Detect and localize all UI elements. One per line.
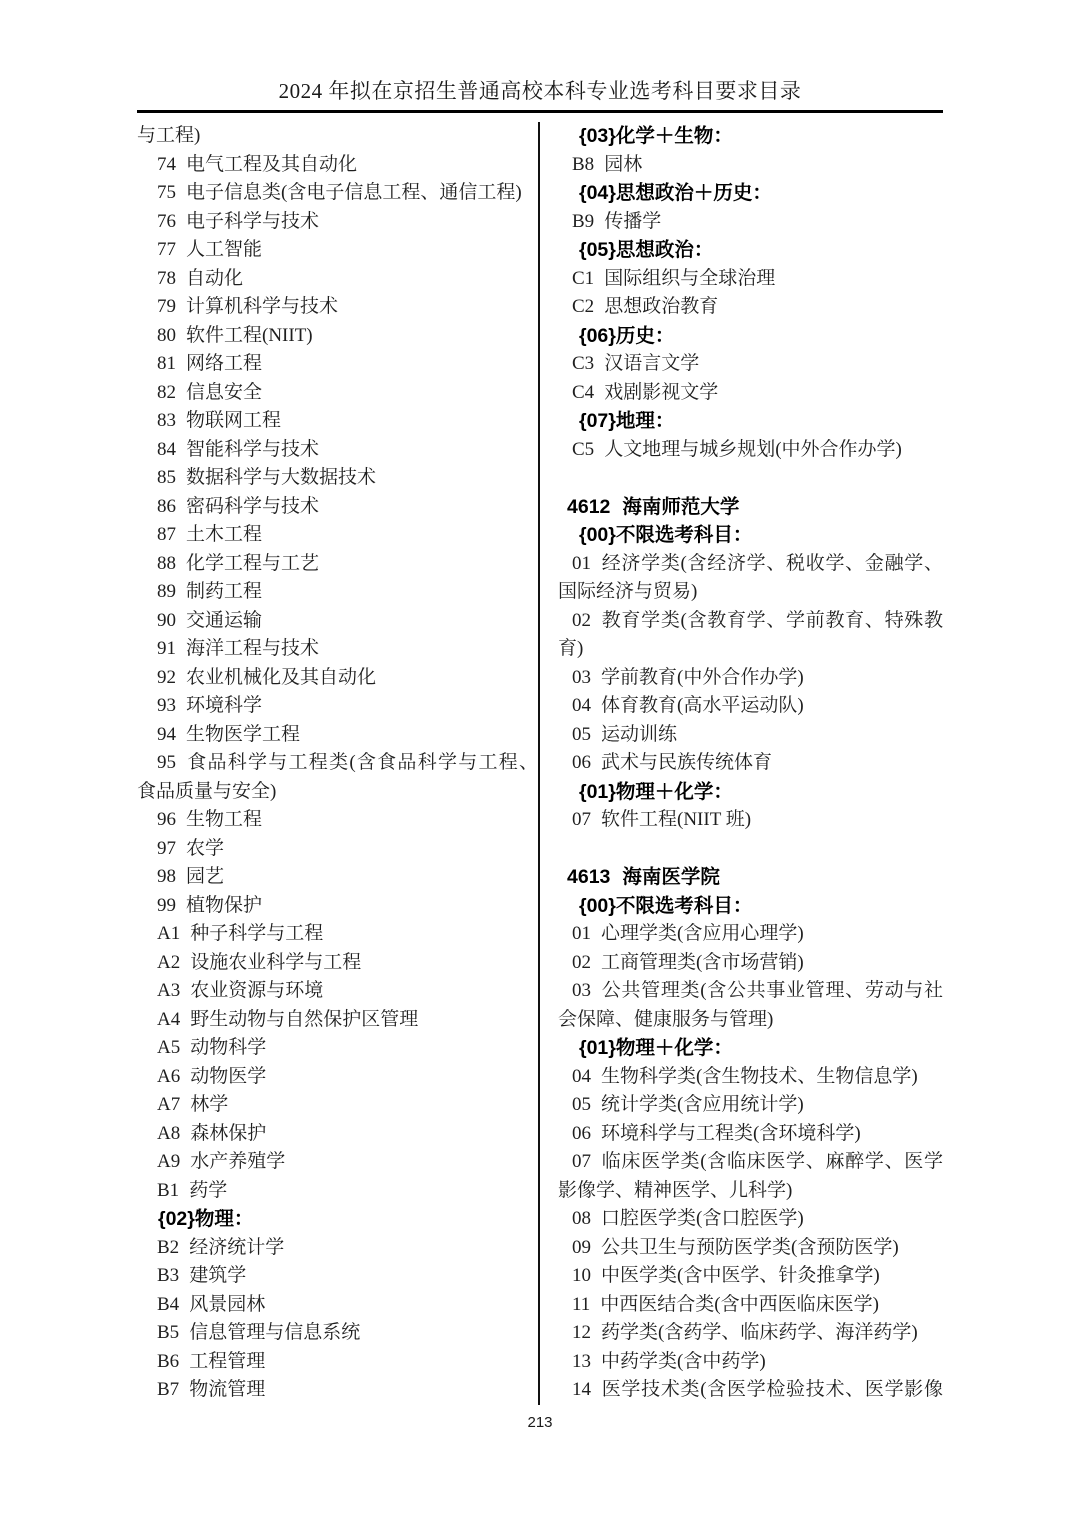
major-line: [137, 1034, 538, 1063]
subject-group-heading: [558, 122, 943, 151]
line-text: 药学类(含药学、临床药学、海洋药学): [601, 1322, 918, 1343]
major-line: [558, 265, 943, 294]
major-line: [137, 1177, 538, 1206]
major-line: [137, 664, 538, 693]
major-code: 89: [157, 581, 176, 602]
major-line: [558, 692, 943, 721]
major-line: [558, 1063, 943, 1092]
major-code: A5: [157, 1037, 181, 1058]
line-text: 化学工程与工艺: [186, 552, 320, 574]
line-text: 工商管理类(含市场营销): [601, 951, 804, 973]
major-code: A1: [157, 923, 181, 944]
major-line: [137, 749, 538, 778]
major-code: A3: [157, 980, 181, 1001]
major-line: [137, 1234, 538, 1263]
major-line: [558, 1291, 943, 1320]
major-code: A8: [157, 1122, 181, 1144]
line-text: 影像学、精神医学、儿科学): [558, 1179, 793, 1201]
major-code: 02: [572, 951, 591, 973]
major-code: B5: [157, 1322, 180, 1343]
line-text: 物联网工程: [186, 410, 282, 431]
major-line: [558, 550, 943, 579]
line-text: 农学: [186, 837, 225, 859]
major-line: [558, 208, 943, 237]
line-text: 育): [558, 638, 584, 659]
line-text: 智能科学与技术: [186, 438, 320, 460]
major-code: C4: [572, 381, 595, 403]
major-code: 83: [157, 410, 176, 431]
major-code: B3: [157, 1265, 180, 1286]
major-code: A7: [157, 1094, 181, 1115]
major-code: B2: [157, 1236, 180, 1258]
major-line: [558, 977, 943, 1006]
major-code: B1: [157, 1179, 180, 1201]
major-code: 03: [572, 666, 591, 688]
major-line: [558, 1148, 943, 1177]
major-code: 96: [157, 809, 176, 830]
major-line: [137, 151, 538, 180]
line-text: 教育学类(含教育学、学前教育、特殊教: [601, 609, 943, 631]
line-text: 网络工程: [186, 353, 263, 374]
major-code: 85: [157, 467, 176, 488]
subject-group-heading: [558, 236, 943, 265]
line-text: 水产养殖学: [190, 1151, 286, 1172]
line-text: 传播学: [604, 210, 662, 232]
line-text: 武术与民族传统体育: [601, 752, 773, 773]
major-code: C1: [572, 267, 595, 289]
continuation-line: [137, 778, 538, 807]
line-text: 运动训练: [601, 723, 678, 745]
major-line: [137, 1262, 538, 1291]
major-code: 06: [572, 1122, 591, 1144]
major-code: 09: [572, 1236, 591, 1258]
major-line: [137, 436, 538, 465]
major-code: 06: [572, 752, 591, 773]
major-code: A2: [157, 951, 181, 973]
major-line: [137, 949, 538, 978]
line-text: 林学: [190, 1094, 229, 1115]
major-code: 75: [157, 182, 176, 203]
line-text: {02}物理：: [158, 1208, 254, 1230]
major-line: [558, 1262, 943, 1291]
major-line: [558, 607, 943, 636]
major-code: 13: [572, 1350, 591, 1372]
major-code: 01: [572, 552, 591, 574]
major-code: C3: [572, 353, 595, 374]
line-text: 自动化: [186, 267, 244, 289]
major-code: A4: [157, 1008, 181, 1030]
line-text: 农业机械化及其自动化: [186, 666, 377, 688]
major-line: [558, 436, 943, 465]
major-code: C2: [572, 296, 595, 317]
major-line: [137, 1063, 538, 1092]
major-code: A9: [157, 1151, 181, 1172]
major-line: [137, 1319, 538, 1348]
line-text: 与工程): [137, 125, 201, 146]
major-line: [137, 322, 538, 351]
major-line: [558, 1319, 943, 1348]
major-code: 97: [157, 837, 176, 859]
major-line: [137, 920, 538, 949]
major-line: [137, 806, 538, 835]
subject-group-heading: [558, 892, 943, 921]
line-text: 风景园林: [189, 1293, 266, 1315]
line-text: 信息安全: [186, 381, 263, 403]
major-code: C5: [572, 438, 595, 460]
line-text: 森林保护: [190, 1122, 267, 1144]
subject-group-heading: [558, 521, 943, 550]
line-text: {07}地理：: [579, 410, 675, 432]
major-code: A6: [157, 1065, 181, 1087]
major-code: 76: [157, 210, 176, 232]
line-text: 计算机科学与技术: [186, 296, 339, 317]
two-column-body: [137, 122, 943, 1405]
line-text: 电子科学与技术: [186, 210, 320, 232]
line-text: 中药学类(含中药学): [601, 1350, 766, 1372]
major-code: 07: [572, 1151, 591, 1172]
line-text: 信息管理与信息系统: [189, 1322, 361, 1343]
line-text: 园艺: [186, 866, 225, 887]
major-code: 04: [572, 1065, 591, 1087]
major-line: [137, 977, 538, 1006]
major-line: [137, 293, 538, 322]
major-line: [558, 664, 943, 693]
major-line: [137, 1348, 538, 1377]
line-text: {04}思想政治＋历史：: [579, 182, 772, 204]
line-text: 统计学类(含应用统计学): [601, 1094, 804, 1115]
major-line: [137, 863, 538, 892]
line-text: {00}不限选考科目：: [579, 524, 753, 546]
line-text: 农业资源与环境: [190, 980, 324, 1001]
major-line: [137, 493, 538, 522]
major-code: 12: [572, 1322, 591, 1343]
university-code: 4613: [567, 866, 611, 888]
line-text: 食品质量与安全): [137, 780, 277, 802]
line-text: 经济统计学: [189, 1236, 285, 1258]
major-line: [558, 1120, 943, 1149]
line-text: 生物工程: [186, 809, 263, 830]
major-code: 99: [157, 894, 176, 916]
major-code: 14: [572, 1379, 591, 1400]
subject-group-heading: [558, 407, 943, 436]
line-text: {03}化学＋生物：: [579, 125, 733, 147]
major-line: [137, 607, 538, 636]
line-text: 建筑学: [189, 1265, 247, 1286]
major-line: [558, 151, 943, 180]
line-text: 工程管理: [189, 1350, 266, 1372]
subject-group-heading: [558, 778, 943, 807]
major-line: [137, 1120, 538, 1149]
major-code: B8: [572, 153, 595, 175]
line-text: 戏剧影视文学: [604, 381, 719, 403]
major-code: 86: [157, 495, 176, 517]
continuation-line: [137, 122, 538, 151]
major-code: 05: [572, 723, 591, 745]
major-line: [137, 350, 538, 379]
major-line: [137, 692, 538, 721]
line-text: 公共卫生与预防医学类(含预防医学): [601, 1236, 899, 1258]
major-line: [137, 1091, 538, 1120]
line-text: 园林: [604, 153, 643, 175]
line-text: 人工智能: [186, 239, 263, 260]
page-title: 2024 年拟在京招生普通高校本科专业选考科目要求目录: [278, 79, 802, 103]
major-line: [558, 350, 943, 379]
major-code: 93: [157, 695, 176, 716]
line-text: 医学技术类(含医学检验技术、医学影像: [601, 1379, 943, 1400]
major-code: 95: [157, 752, 176, 773]
major-code: 92: [157, 666, 176, 688]
line-text: 软件工程(NIIT): [186, 324, 313, 346]
major-line: [137, 407, 538, 436]
major-line: [558, 1348, 943, 1377]
major-line: [558, 1205, 943, 1234]
right-column: [540, 122, 943, 1405]
major-code: 98: [157, 866, 176, 887]
line-text: {01}物理＋化学：: [579, 780, 733, 803]
major-line: [137, 1148, 538, 1177]
major-line: [137, 521, 538, 550]
line-text: 经济学类(含经济学、税收学、金融学、: [601, 552, 943, 574]
major-code: 77: [157, 239, 176, 260]
line-text: 临床医学类(含临床医学、麻醉学、医学: [601, 1151, 943, 1172]
university-heading: [558, 863, 943, 892]
major-code: 78: [157, 267, 176, 289]
university-heading: [558, 493, 943, 522]
line-text: 动物医学: [190, 1065, 267, 1087]
major-code: 80: [157, 324, 176, 346]
major-code: 11: [572, 1293, 591, 1315]
major-code: 05: [572, 1094, 591, 1115]
major-line: [137, 379, 538, 408]
line-text: 种子科学与工程: [190, 923, 324, 944]
subject-group-heading: [137, 1205, 538, 1234]
major-code: 02: [572, 609, 591, 631]
major-code: 81: [157, 353, 176, 374]
line-text: 中西医结合类(含中西医临床医学): [600, 1293, 879, 1315]
line-text: 国际组织与全球治理: [604, 267, 776, 289]
line-text: 植物保护: [186, 894, 263, 916]
major-code: 94: [157, 723, 176, 745]
page-number: 213: [527, 1413, 553, 1431]
line-text: 设施农业科学与工程: [190, 951, 362, 973]
continuation-line: [558, 635, 943, 664]
line-text: 环境科学: [186, 695, 263, 716]
major-line: [137, 892, 538, 921]
line-text: {05}思想政治：: [579, 239, 714, 261]
line-text: 国际经济与贸易): [558, 581, 698, 602]
subject-group-heading: [558, 322, 943, 351]
major-code: 87: [157, 524, 176, 545]
line-text: 海南医学院: [622, 866, 720, 888]
major-code: B4: [157, 1293, 180, 1315]
blank-line: [558, 464, 943, 493]
header-rule: [137, 110, 943, 113]
major-line: [558, 1376, 943, 1405]
line-text: 生物医学工程: [186, 723, 301, 745]
major-line: [137, 179, 538, 208]
left-column: [137, 122, 538, 1405]
major-line: [558, 806, 943, 835]
major-line: [558, 749, 943, 778]
major-code: 90: [157, 609, 176, 631]
major-line: [137, 1376, 538, 1405]
major-line: [137, 1291, 538, 1320]
major-code: 03: [572, 980, 591, 1001]
major-code: 08: [572, 1208, 591, 1229]
line-text: 交通运输: [186, 609, 263, 631]
line-text: 公共管理类(含公共事业管理、劳动与社: [601, 980, 943, 1001]
university-code: 4612: [567, 495, 611, 518]
line-text: 野生动物与自然保护区管理: [190, 1008, 419, 1030]
major-code: 01: [572, 923, 591, 944]
major-line: [137, 635, 538, 664]
line-text: 人文地理与城乡规划(中外合作办学): [604, 438, 902, 460]
line-text: {00}不限选考科目：: [579, 894, 753, 917]
line-text: 海洋工程与技术: [186, 638, 320, 659]
major-code: 91: [157, 638, 176, 659]
line-text: 体育教育(高水平运动队): [601, 695, 804, 716]
major-line: [137, 578, 538, 607]
line-text: 中医学类(含中医学、针灸推拿学): [601, 1265, 880, 1286]
major-code: B7: [157, 1379, 180, 1400]
line-text: 密码科学与技术: [186, 495, 320, 517]
major-line: [137, 236, 538, 265]
major-line: [558, 293, 943, 322]
page-footer: [0, 1414, 1080, 1431]
major-code: 74: [157, 153, 176, 175]
line-text: 海南师范大学: [622, 495, 740, 518]
blank-line: [558, 835, 943, 864]
subject-group-heading: [558, 179, 943, 208]
major-code: 82: [157, 381, 176, 403]
line-text: 口腔医学类(含口腔医学): [601, 1208, 804, 1229]
major-line: [558, 1091, 943, 1120]
line-text: 环境科学与工程类(含环境科学): [601, 1122, 861, 1144]
major-code: B9: [572, 210, 595, 232]
line-text: 电气工程及其自动化: [186, 153, 358, 175]
line-text: {06}历史：: [579, 324, 675, 347]
major-line: [558, 721, 943, 750]
line-text: 汉语言文学: [604, 353, 700, 374]
line-text: 思想政治教育: [604, 296, 719, 317]
major-code: B6: [157, 1350, 180, 1372]
continuation-line: [558, 578, 943, 607]
major-line: [137, 265, 538, 294]
major-line: [137, 835, 538, 864]
major-code: 79: [157, 296, 176, 317]
line-text: {01}物理＋化学：: [579, 1037, 733, 1059]
continuation-line: [558, 1177, 943, 1206]
line-text: 会保障、健康服务与管理): [558, 1008, 774, 1030]
major-line: [558, 920, 943, 949]
line-text: 制药工程: [186, 581, 263, 602]
line-text: 物流管理: [189, 1379, 266, 1400]
subject-group-heading: [558, 1034, 943, 1063]
major-code: 10: [572, 1265, 591, 1286]
continuation-line: [558, 1006, 943, 1035]
major-code: 88: [157, 552, 176, 574]
line-text: 电子信息类(含电子信息工程、通信工程): [186, 182, 522, 203]
line-text: 软件工程(NIIT 班): [601, 809, 752, 830]
major-code: 07: [572, 809, 591, 830]
line-text: 生物科学类(含生物技术、生物信息学): [601, 1065, 918, 1087]
major-line: [137, 550, 538, 579]
line-text: 数据科学与大数据技术: [186, 467, 377, 488]
major-line: [558, 379, 943, 408]
major-line: [137, 208, 538, 237]
line-text: 动物科学: [190, 1037, 267, 1058]
major-line: [137, 464, 538, 493]
line-text: 心理学类(含应用心理学): [601, 923, 804, 944]
line-text: 食品科学与工程类(含食品科学与工程、: [186, 752, 538, 773]
major-line: [558, 1234, 943, 1263]
major-code: 84: [157, 438, 176, 460]
major-line: [137, 1006, 538, 1035]
major-code: 04: [572, 695, 591, 716]
line-text: 药学: [189, 1179, 228, 1201]
major-line: [558, 949, 943, 978]
major-line: [137, 721, 538, 750]
line-text: 土木工程: [186, 524, 263, 545]
line-text: 学前教育(中外合作办学): [601, 666, 804, 688]
